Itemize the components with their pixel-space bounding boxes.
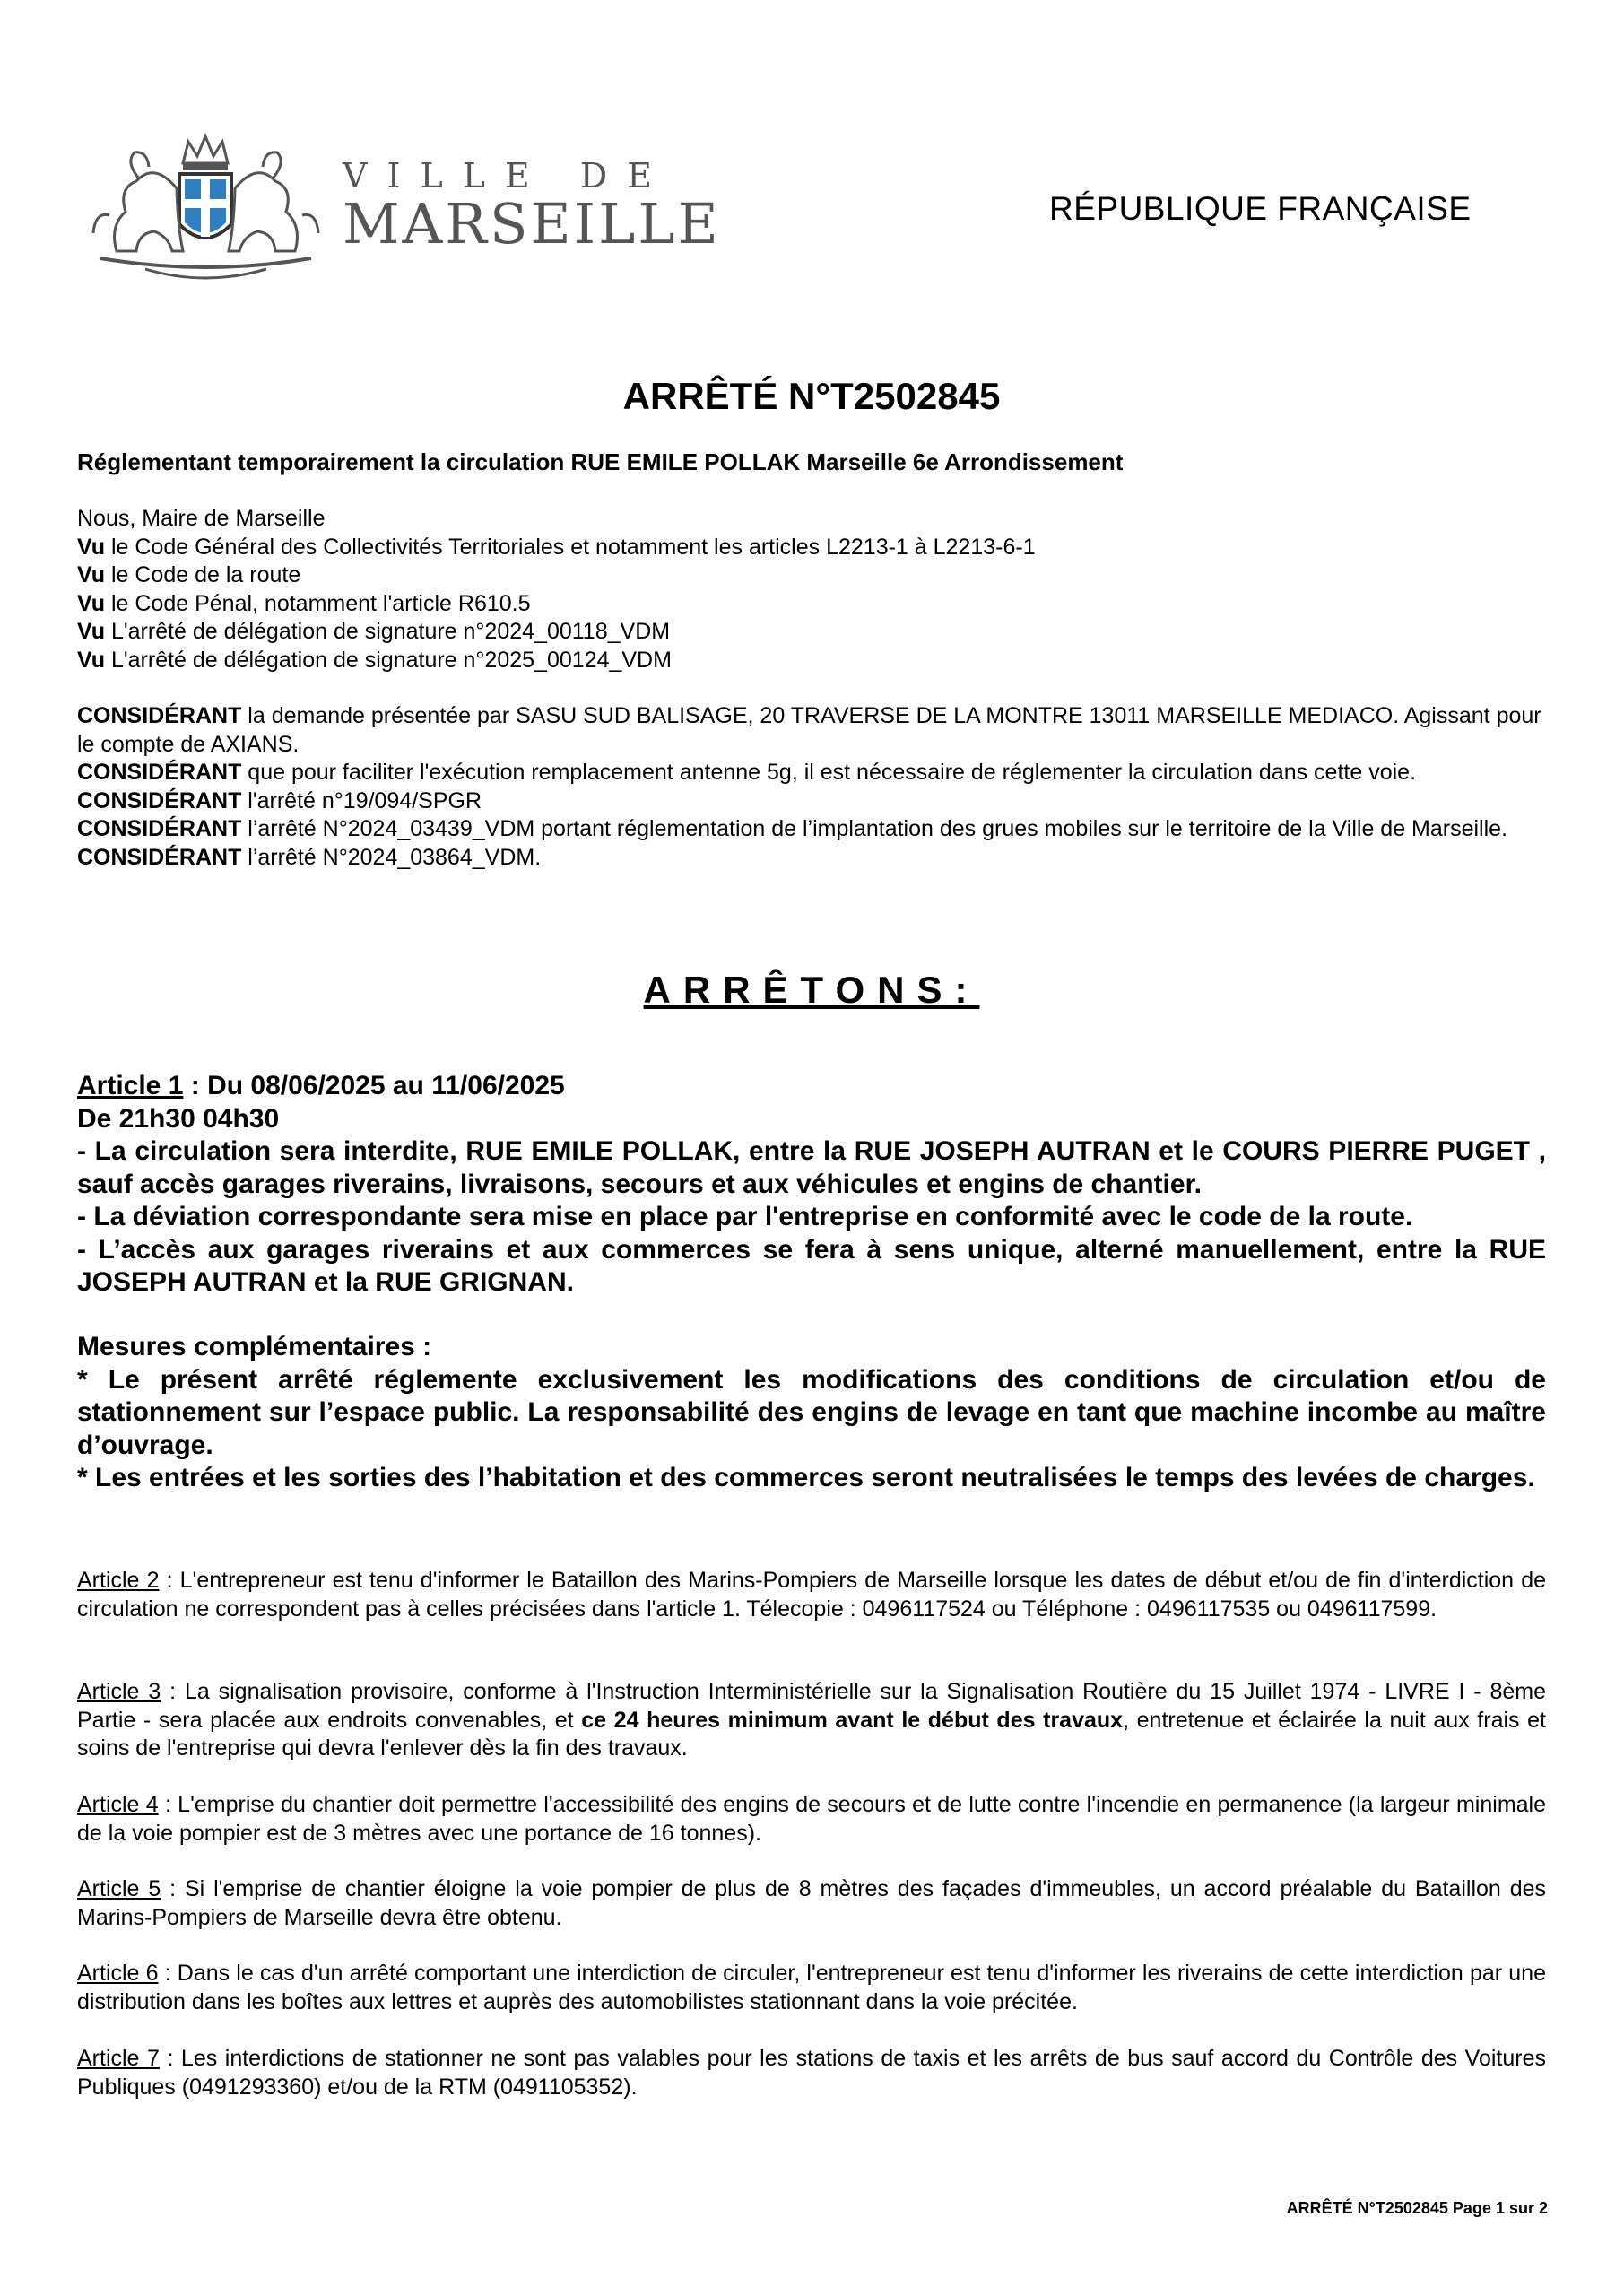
- article-5-text: : Si l'emprise de chantier éloigne la voie pompier de plus de 8 mètres des façades d'immeubles, un accord préalable du Bataillon des Marins-Pompiers de Marseille devra être obtenu.: [77, 1876, 1546, 1930]
- considerant-line: CONSIDÉRANT que pour faciliter l'exécution remplacement antenne 5g, il est nécessaire de réglementer la circulation dans cette voie.: [77, 760, 1417, 785]
- article-1-hours: De 21h30 04h30: [77, 1103, 280, 1134]
- city-crest-icon: [83, 126, 329, 287]
- mesures-complementaires: [77, 1331, 1546, 1495]
- mesures-item: * Le présent arrêté réglemente exclusivement les modifications des conditions de circulation et/ou de stationnement sur l’espace public. La responsabilité des engins de levage en tant que machine incombe au maître d’ouvrage.: [77, 1364, 1546, 1460]
- considerants: [77, 702, 1546, 872]
- article-3: [77, 1678, 1546, 1763]
- considerant-line: CONSIDÉRANT l’arrêté N°2024_03864_VDM.: [77, 844, 542, 870]
- article-2-text: : L'entrepreneur est tenu d'informer le Bataillon des Marins-Pompiers de Marseille lorsque les dates de début et/ou de fin d'interdiction de circulation ne correspondent pas à celles précisées dans l'article 1. Télecopie : 0496117524 ou Téléphone : 0496117535 ou 0496117599.: [77, 1568, 1547, 1622]
- article-5-label: Article 5: [77, 1876, 161, 1901]
- vu-line: Vu L'arrêté de délégation de signature n°2025_00124_VDM: [77, 647, 672, 673]
- article-3-text-end: , entretenue et éclairée la nuit aux frais et soins de l'entreprise qui devra l'enlever dès la fin des travaux.: [77, 1707, 1546, 1761]
- article-1-line: - La déviation correspondante sera mise en place par l'entreprise en conformité avec le code de la route.: [77, 1202, 1413, 1231]
- article-3-bold-text: ce 24 heures minimum avant le début des travaux: [581, 1707, 1124, 1733]
- vu-line: Vu L'arrêté de délégation de signature n°2024_00118_VDM: [77, 619, 671, 644]
- considerant-line: CONSIDÉRANT la demande présentée par SASU SUD BALISAGE, 20 TRAVERSE DE LA MONTRE 13011 MARSEILLE MEDIACO. Agissant pour le compte de AXIANS.: [77, 703, 1541, 757]
- vu-line: Vu le Code de la route: [77, 562, 301, 587]
- article-7-text: : Les interdictions de stationner ne sont pas valables pour les stations de taxis et les arrêts de bus sauf accord du Contrôle des Voitures Publiques (0491293360) et/ou de la RTM (0491105352).: [77, 2046, 1546, 2100]
- preamble-intro: Nous, Maire de Marseille: [77, 506, 326, 531]
- article-1-line: - La circulation sera interdite, RUE EMILE POLLAK, entre la RUE JOSEPH AUTRAN et le COURS PIERRE PUGET , sauf accès garages riverains, livraisons, secours et aux véhicules et engins de chantier.: [77, 1136, 1546, 1199]
- arretons-heading: ARRÊTONS:: [643, 969, 980, 1011]
- article-3-text: : La signalisation provisoire, conforme à l'Instruction Interministérielle sur la Signalisation Routière du 15 Juillet 1974 - LIVRE I - 8ème Partie - sera placée aux endroits convenables, et: [77, 1679, 1547, 1733]
- article-1-dates: Article 1 : Du 08/06/2025 au 11/06/2025: [77, 1071, 565, 1100]
- article-7-label: Article 7: [77, 2046, 160, 2071]
- document-subtitle: Réglementant temporairement la circulation RUE EMILE POLLAK Marseille 6e Arrondissement: [77, 448, 1124, 475]
- logo-line-marseille: MARSEILLE: [343, 191, 721, 257]
- article-4: [77, 1791, 1546, 1848]
- article-2-label: Article 2: [77, 1568, 160, 1593]
- page-footer: ARRÊTÉ N°T2502845 Page 1 sur 2: [1286, 2199, 1548, 2217]
- article-2: [77, 1567, 1546, 1623]
- preamble-vu: [77, 505, 1546, 674]
- article-7: [77, 2045, 1546, 2101]
- article-6-label: Article 6: [77, 1961, 159, 1986]
- mesures-item: * Les entrées et les sorties des l’habitation et des commerces seront neutralisées le temps des levées de charges.: [77, 1463, 1535, 1492]
- article-4-label: Article 4: [77, 1792, 159, 1817]
- logo-wordmark: [343, 156, 721, 257]
- considerant-line: CONSIDÉRANT l’arrêté N°2024_03439_VDM portant réglementation de l’implantation des grues mobiles sur le territoire de la Ville de Marseille.: [77, 816, 1508, 841]
- logo-line-ville-de: VILLE DE: [343, 156, 672, 196]
- article-3-label: Article 3: [77, 1679, 161, 1704]
- considerant-line: CONSIDÉRANT l'arrêté n°19/094/SPGR: [77, 787, 482, 813]
- article-1: [77, 1070, 1546, 1300]
- ville-de-marseille-logo: [83, 126, 721, 287]
- article-5: [77, 1875, 1546, 1932]
- article-4-text: : L'emprise du chantier doit permettre l'accessibilité des engins de secours et de lutte contre l'incendie en permanence (la largeur minimale de la voie pompier est de 3 mètres avec une portance de 16 tonnes).: [77, 1792, 1546, 1846]
- document-title: ARRÊTÉ N°T2502845: [622, 375, 1001, 417]
- article-6: [77, 1960, 1546, 2016]
- vu-line: Vu le Code Général des Collectivités Territoriales et notamment les articles L2213-1 à L2213-6-1: [77, 534, 1036, 560]
- vu-line: Vu le Code Pénal, notamment l'article R610.5: [77, 590, 531, 616]
- republique-francaise: RÉPUBLIQUE FRANÇAISE: [1049, 190, 1472, 227]
- article-6-text: : Dans le cas d'un arrêté comportant une interdiction de circuler, l'entrepreneur est tenu d'informer les riverains de cette interdiction par une distribution dans les boîtes aux lettres et auprès des automobilistes stationnant dans la voie précitée.: [77, 1961, 1546, 2014]
- article-1-line: - L’accès aux garages riverains et aux commerces se fera à sens unique, alterné manuellement, entre la RUE JOSEPH AUTRAN et la RUE GRIGNAN.: [77, 1234, 1546, 1297]
- mesures-heading: Mesures complémentaires :: [77, 1332, 432, 1361]
